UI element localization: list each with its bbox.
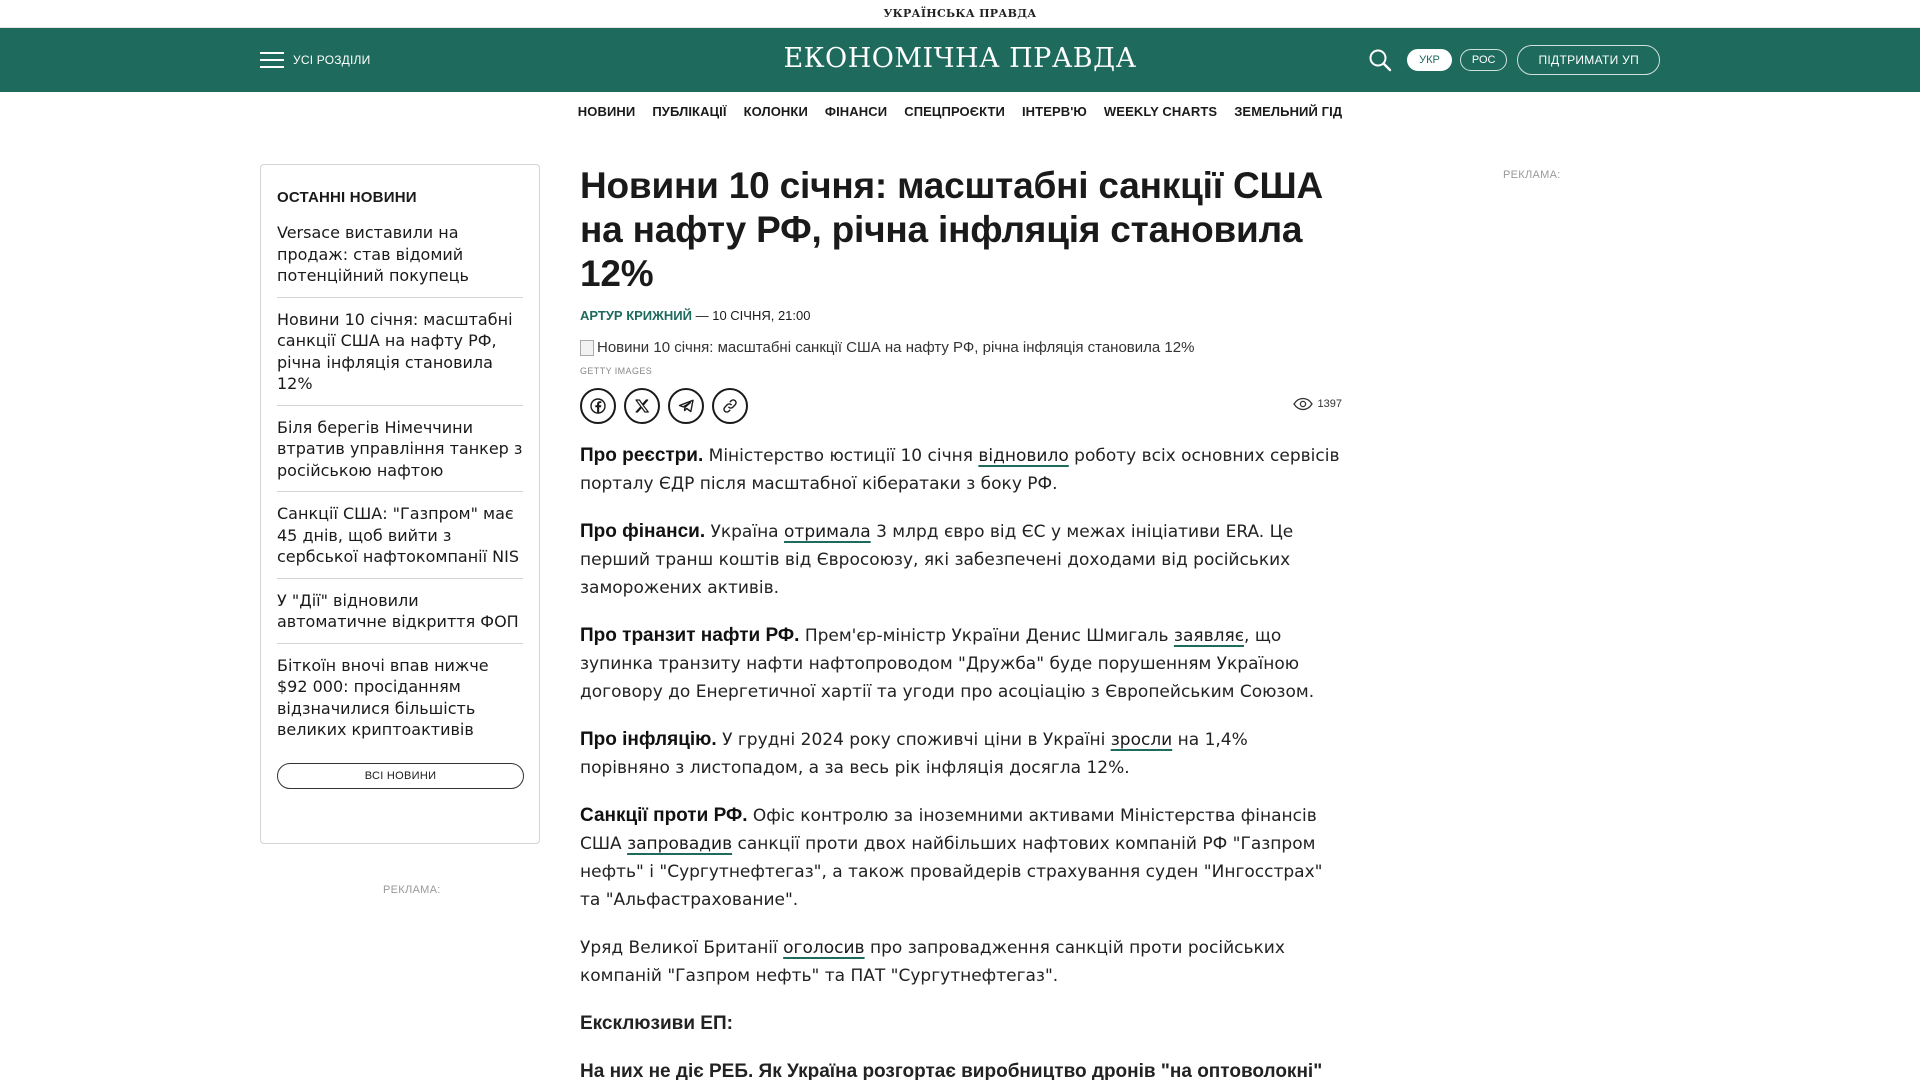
x-share-button[interactable] [624, 388, 660, 424]
facebook-icon [590, 398, 606, 414]
image-credit: GETTY IMAGES [580, 366, 653, 376]
sidebar-title: ОСТАННІ НОВИНИ [277, 189, 417, 206]
nav-item-news[interactable]: НОВИНИ [577, 104, 636, 119]
paragraph-text: У грудні 2024 року споживчі ціни в Україні [716, 730, 1111, 750]
paragraph [580, 442, 1342, 498]
paragraph-text: Прем'єр-міністр України Денис Шмигаль [799, 626, 1174, 646]
nav-item-columns[interactable]: КОЛОНКИ [743, 104, 808, 119]
paragraph [580, 934, 1342, 990]
lang-ros-button[interactable]: РОС [1460, 49, 1508, 71]
paragraph [580, 518, 1342, 602]
inline-link[interactable]: запровадив [627, 834, 733, 854]
byline [580, 308, 1342, 323]
latest-news-sidebar [260, 164, 540, 844]
paragraph-lead: Про транзит нафти РФ. [580, 625, 800, 646]
x-icon [634, 398, 650, 414]
paragraph-text: , що зупинка транзиту нафти нафтопроводом "Дружба" буде порушенням Україною договору до Енергетичної хартії та угоди про асоціацію з Європейським Союзом. [580, 626, 1315, 702]
inline-link[interactable]: відновило [978, 446, 1069, 466]
article-title: Новини 10 січня: масштабні санкції США на нафту РФ, річна інфляція становила 12% [580, 165, 1324, 294]
share-bar [580, 388, 1342, 424]
paragraph-text: Офіс контролю за іноземними активами Міністерства фінансів США [580, 806, 1317, 854]
list-item[interactable]: Новини 10 січня: масштабні санкції США на нафту РФ, річна інфляція становила 12% [277, 309, 523, 406]
publish-date: — 10 СІЧНЯ, 21:00 [691, 308, 811, 323]
list-item[interactable]: Versace виставили на продаж: став відомий потенційний покупець [277, 222, 523, 298]
list-item[interactable]: Біткоїн вночі впав нижче $92 000: просіданням відзначилися більшість великих криптоактивів [277, 655, 489, 739]
telegram-icon [678, 398, 695, 414]
nav-item-publications[interactable]: ПУБЛІКАЦІЇ [652, 104, 727, 119]
paragraph-text: Міністерство юстиції 10 січня [703, 446, 979, 466]
top-strip [0, 0, 1920, 28]
all-news-button[interactable]: ВСІ НОВИНИ [277, 763, 524, 789]
paragraph-text: Уряд Великої Британії [580, 938, 784, 958]
article [580, 164, 1342, 1080]
copy-link-button[interactable] [712, 388, 748, 424]
inline-link[interactable]: оголосив [783, 938, 865, 958]
exclusive-teaser-link[interactable]: На них не діє РЕБ. Як Україна розгортає виробництво дронів "на оптоволокні" [580, 1061, 1323, 1080]
list-item[interactable]: У "Дії" відновили автоматичне відкриття ФОП [277, 590, 523, 644]
article-body [580, 442, 1342, 1080]
nav-item-land-guide[interactable]: ЗЕМЕЛЬНИЙ ГІД [1234, 104, 1343, 119]
parent-site-logo[interactable]: УКРАЇНСЬКА ПРАВДА [883, 7, 1037, 20]
paragraph [580, 726, 1342, 782]
view-counter [1293, 397, 1342, 411]
support-button[interactable]: ПІДТРИМАТИ УП [1517, 45, 1660, 75]
paragraph-text: про запровадження санкцій проти російських компаній "Газпром нефть" та ПАТ "Сургутнефтегаз". [580, 938, 1285, 986]
link-icon [722, 398, 738, 414]
exclusives-heading: Ексклюзиви ЕП: [580, 1013, 733, 1034]
paragraph-lead: Про реєстри. [580, 445, 704, 466]
facebook-share-button[interactable] [580, 388, 616, 424]
image-placeholder-icon [580, 340, 594, 356]
lang-ukr-button[interactable]: УКР [1407, 49, 1452, 71]
paragraph-text: роботу всіх основних сервісів порталу ЄДР після масштабної кібератаки з боку РФ. [580, 446, 1340, 494]
inline-link[interactable]: заявляє [1173, 626, 1245, 646]
section-nav [0, 104, 1920, 124]
nav-item-interview[interactable]: ІНТЕРВ'Ю [1021, 104, 1087, 119]
eye-icon [1293, 397, 1313, 411]
paragraph [580, 802, 1342, 914]
search-icon[interactable] [1367, 47, 1393, 73]
nav-item-special-projects[interactable]: СПЕЦПРОЄКТИ [904, 104, 1005, 119]
inline-link[interactable]: зросли [1110, 730, 1173, 750]
right-ad-label: РЕКЛАМА: [1503, 169, 1561, 181]
nav-item-finance[interactable]: ФІНАНСИ [824, 104, 888, 119]
nav-item-weekly-charts[interactable]: WEEKLY CHARTS [1103, 104, 1218, 119]
paragraph-text: санкції проти двох найбільших нафтових компаній РФ "Газпром нефть" і "Сургутнефтегаз", а також провайдерів страхування суден "Ингосстрах" та "Альфастрахование". [580, 834, 1323, 910]
image-alt-text: Новини 10 січня: масштабні санкції США на нафту РФ, річна інфляція становила 12% [597, 339, 1195, 356]
site-logo[interactable]: ЕКОНОМІЧНА ПРАВДА [783, 43, 1137, 74]
paragraph-lead: Про фінанси. [580, 521, 706, 542]
article-image [580, 339, 1342, 356]
paragraph-lead: Про інфляцію. [580, 729, 717, 750]
paragraph-lead: Санкції проти РФ. [580, 805, 748, 826]
paragraph-text: 3 млрд євро від ЄС у межах ініціативи ERA. Це перший транш коштів від Євросоюзу, які забезпечені доходами від російських заморожених активів. [580, 522, 1294, 598]
telegram-share-button[interactable] [668, 388, 704, 424]
paragraph [580, 622, 1342, 706]
list-item[interactable]: Біля берегів Німеччини втратив управління танкер з російською нафтою [277, 417, 523, 493]
list-item[interactable]: Санкції США: "Газпром" має 45 днів, щоб вийти з сербської нафтокомпанії NIS [277, 503, 523, 579]
view-count: 1397 [1317, 398, 1342, 410]
author-link[interactable]: АРТУР КРИЖНИЙ [580, 308, 692, 323]
paragraph-text: на 1,4% порівняно з листопадом, а за весь рік інфляція досягла 12%. [580, 730, 1248, 778]
sidebar-ad-label: РЕКЛАМА: [383, 884, 441, 896]
paragraph-text: Україна [705, 522, 785, 542]
header-actions [1367, 45, 1660, 75]
inline-link[interactable]: отримала [784, 522, 871, 542]
site-header [0, 28, 1920, 92]
menu-label: УСІ РОЗДІЛИ [293, 53, 371, 67]
